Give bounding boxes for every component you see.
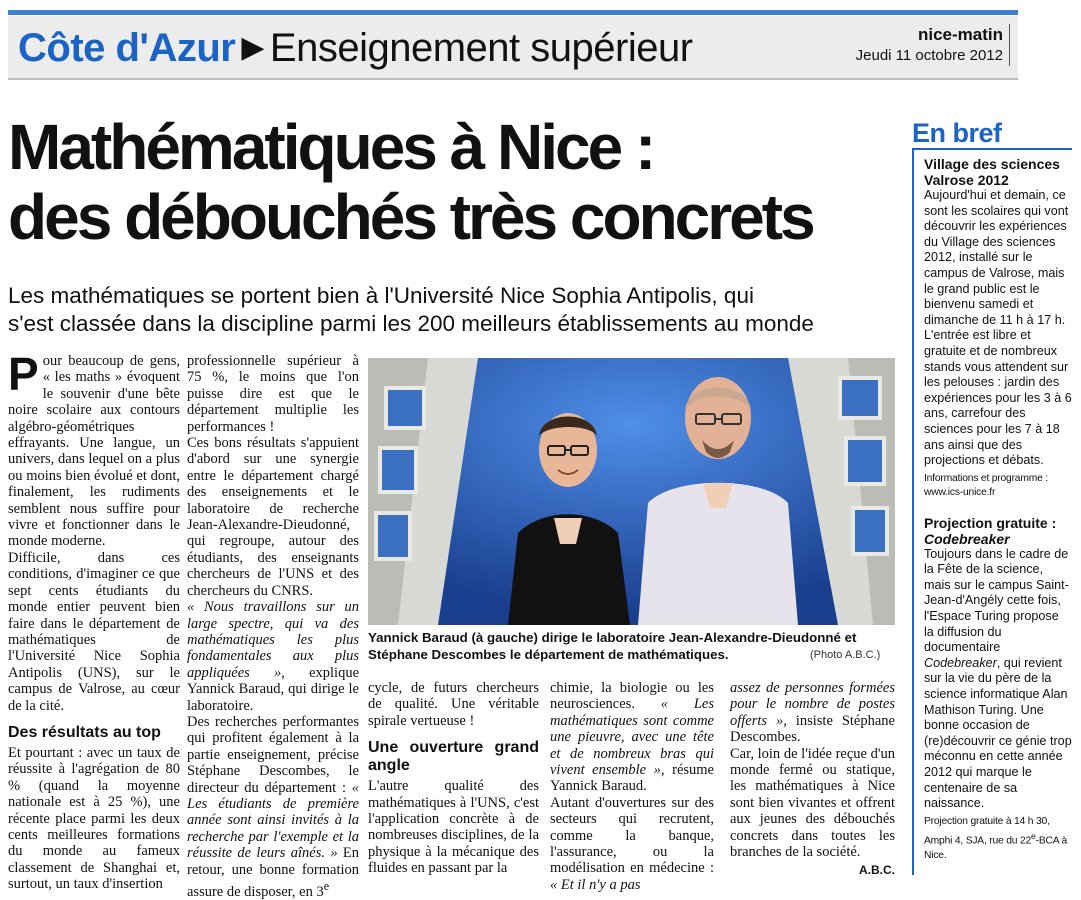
article-column-3 [368, 680, 539, 877]
paragraph-text: , résume Yannick Baraud. [550, 762, 714, 795]
photo-caption: Yannick Baraud (à gauche) dirige le laboratoire Jean-Alexandre-Dieudonné et Stéphane Descombes le département de mathématiques. [368, 630, 857, 662]
header-accent-line [8, 10, 1018, 15]
paragraph-text: Autant d'ouvertures sur des secteurs qui recrutent, comme la banque, l'assurance, ou la modélisation en médecine : [550, 794, 714, 877]
paragraph-text: , explique Yannick Baraud, qui dirige le laboratoire. [187, 664, 359, 714]
brief-title [924, 515, 1072, 547]
brief-info [924, 815, 1072, 864]
author-signature: A.B.C. [859, 863, 895, 878]
paragraph-text: chimie, la biologie ou les neurosciences. [550, 680, 714, 713]
subhead-line-1: Les mathématiques se portent bien à l'Université Nice Sophia Antipolis, qui [8, 283, 754, 308]
photo-illustration [368, 358, 895, 625]
paragraph-text: En retour, une bonne formation assure de disposer, en 3 [187, 845, 360, 900]
paragraph: Difficile, dans ces conditions, d'imaginer ce que sept cents étudiants du monde entier peuvent bien faire dans le département de mathématiques de l'Université Nice Sophia Antipolis (UNS), sur le campus de Valrose, au cœur de la cité. [8, 549, 180, 714]
brief-body: Aujourd'hui et demain, ce sont les scolaires qui vont découvrir les expériences du Village des sciences 2012, installé sur le campus de Valrose, mais le grand public est le bienvenu samedi et dimanche de 11 h à 17 h. L'entrée est libre et gratuite et de nombreux stands vous attendent sur les pelouses : jardin des expériences pour les 3 à 6 ans, carrefour des sciences pour les 7 à 18 ans ainsi que des projections et débats. [924, 188, 1072, 468]
article-column-4 [550, 680, 714, 893]
paragraph-text: Des recherches performantes qui profitent également à la partie enseignement, précise Stéphane Descombes, le directeur du département : [187, 713, 359, 796]
paragraph-text: , insiste Stéphane Descombes. [730, 712, 895, 746]
paragraph: professionnelle supérieur à 75 %, le moins que l'on puisse dire est que le département multiplie les performances ! [187, 353, 359, 435]
headline [8, 112, 898, 252]
paper-name: nice-matin [917, 25, 1003, 44]
paragraph-text: our beaucoup de gens, « les maths » évoquent le souvenir d'une bête noire scolaire aux contours algébro-géométriques effrayants. Une langue, un univers, dans lequel on a plus ou moins bien évolué et dont, finalement, les rudiments semblent nous suffire pour vivre et fonctionner dans le monde moderne. [8, 353, 180, 550]
brief-text: Toujours dans le cadre de la Fête de la science, mais sur le campus Saint-Jean-d'Angély cette fois, l'Espace Turing propose la diffusion du documentaire [924, 546, 1069, 655]
paragraph: Ces bons résultats s'appuient d'abord sur une synergie entre le département chargé des enseignements et le laboratoire de recherche Jean-Alexandre-Dieudonné, qui regroupe, autour des étudiants, des enseignants chercheurs de l'UNS et des chercheurs du CNRS. [187, 435, 359, 599]
paragraph [187, 714, 359, 900]
article-column-2 [187, 353, 359, 900]
paragraph: Car, loin de l'idée reçue d'un monde fermé ou statique, les mathématiques à Nice sont bien vivantes et offrent aux jeunes des débouchés concrets dans toutes les branches de la société. [730, 745, 895, 861]
subhead-line-2: s'est classée dans la discipline parmi les 200 meilleurs établissements au monde [8, 311, 814, 336]
quote: « Les mathématiques sont comme une pieuvre, avec une tête et de nombreux bras qui vivent ensemble » [550, 696, 714, 779]
brief-info-text: -BCA à Nice. [924, 835, 1068, 862]
section-subtitle: Une ouverture grand angle [368, 739, 539, 775]
paragraph: Et pourtant : avec un taux de réussite à l'agrégation de 80 % (quand la moyenne nationale est à 25 %), une récente place parmi les deux cents meilleures formations du monde au fameux classement de Shanghai et, surtout, un taux d'insertion [8, 744, 180, 893]
sidebar-title: En bref [912, 118, 1002, 148]
brief-item [924, 156, 1072, 501]
quote: assez de personnes formées pour le nombre de postes offerts » [730, 680, 895, 729]
paragraph [187, 599, 359, 714]
rubric [18, 24, 693, 76]
paragraph [550, 680, 714, 795]
brief-text: , qui revient sur la vie du père de la science informatique Alan Mathison Turing. Une bonne occasion de (re)découvrir ce génie trop méconnu en cette année 2012 qui marque le centenaire de sa naissance. [924, 655, 1072, 811]
film-title: Codebreaker [924, 655, 997, 670]
paragraph [730, 680, 895, 746]
superscript: e [323, 879, 330, 893]
paper-info [856, 24, 1010, 66]
paragraph: cycle, de futurs chercheurs de qualité. Une véritable spirale vertueuse ! [368, 680, 539, 729]
article-photo [368, 358, 895, 625]
quote: « Les étudiants de première année sont ainsi invités à la recherche par l'exemple et la réussite de leurs aînés. » [187, 779, 359, 862]
superscript: e [1031, 831, 1036, 842]
rubric-region: Côte d'Azur [18, 26, 236, 70]
paragraph [550, 795, 714, 893]
page-header [8, 16, 1018, 80]
headline-line-2: des débouchés très concrets [8, 181, 813, 253]
brief-title: Village des sciences Valrose 2012 [924, 156, 1060, 188]
article-column-1 [8, 348, 180, 893]
rubric-section: Enseignement supérieur [269, 26, 693, 70]
news-brief-sidebar [912, 148, 1072, 875]
brief-info-text: Projection gratuite à 14 h 30, Amphi 4, SJA, rue du 22 [924, 815, 1050, 847]
brief-body [924, 547, 1072, 812]
paper-date: Jeudi 11 octobre 2012 [855, 47, 1003, 64]
paragraph [8, 348, 180, 550]
section-subtitle: Des résultats au top [8, 723, 161, 741]
quote: « Nous travaillons sur un large spectre, qui va des mathématiques les plus fondamentales aux plus appliquées » [187, 599, 359, 681]
subheadline [8, 282, 898, 338]
play-arrow-icon: ▶ [241, 31, 264, 64]
photo-credit: (Photo A.B.C.) [810, 649, 881, 661]
drop-cap: P [8, 348, 39, 400]
paragraph: L'autre qualité des mathématiques à l'UNS, c'est l'application concrète à de nombreuses disciplines, de la physique à la mécanique des fluides en passant par la [368, 778, 539, 877]
brief-title-text: Projection gratuite : [924, 514, 1057, 531]
quote: « Et il n'y a pas [550, 876, 641, 893]
brief-info: Informations et programme : www.ics-unice.fr [924, 472, 1048, 499]
brief-item [924, 515, 1072, 864]
brief-title-film: Codebreaker [924, 530, 1010, 547]
article-column-5 [730, 680, 895, 879]
headline-line-1: Mathématiques à Nice : [8, 111, 654, 183]
